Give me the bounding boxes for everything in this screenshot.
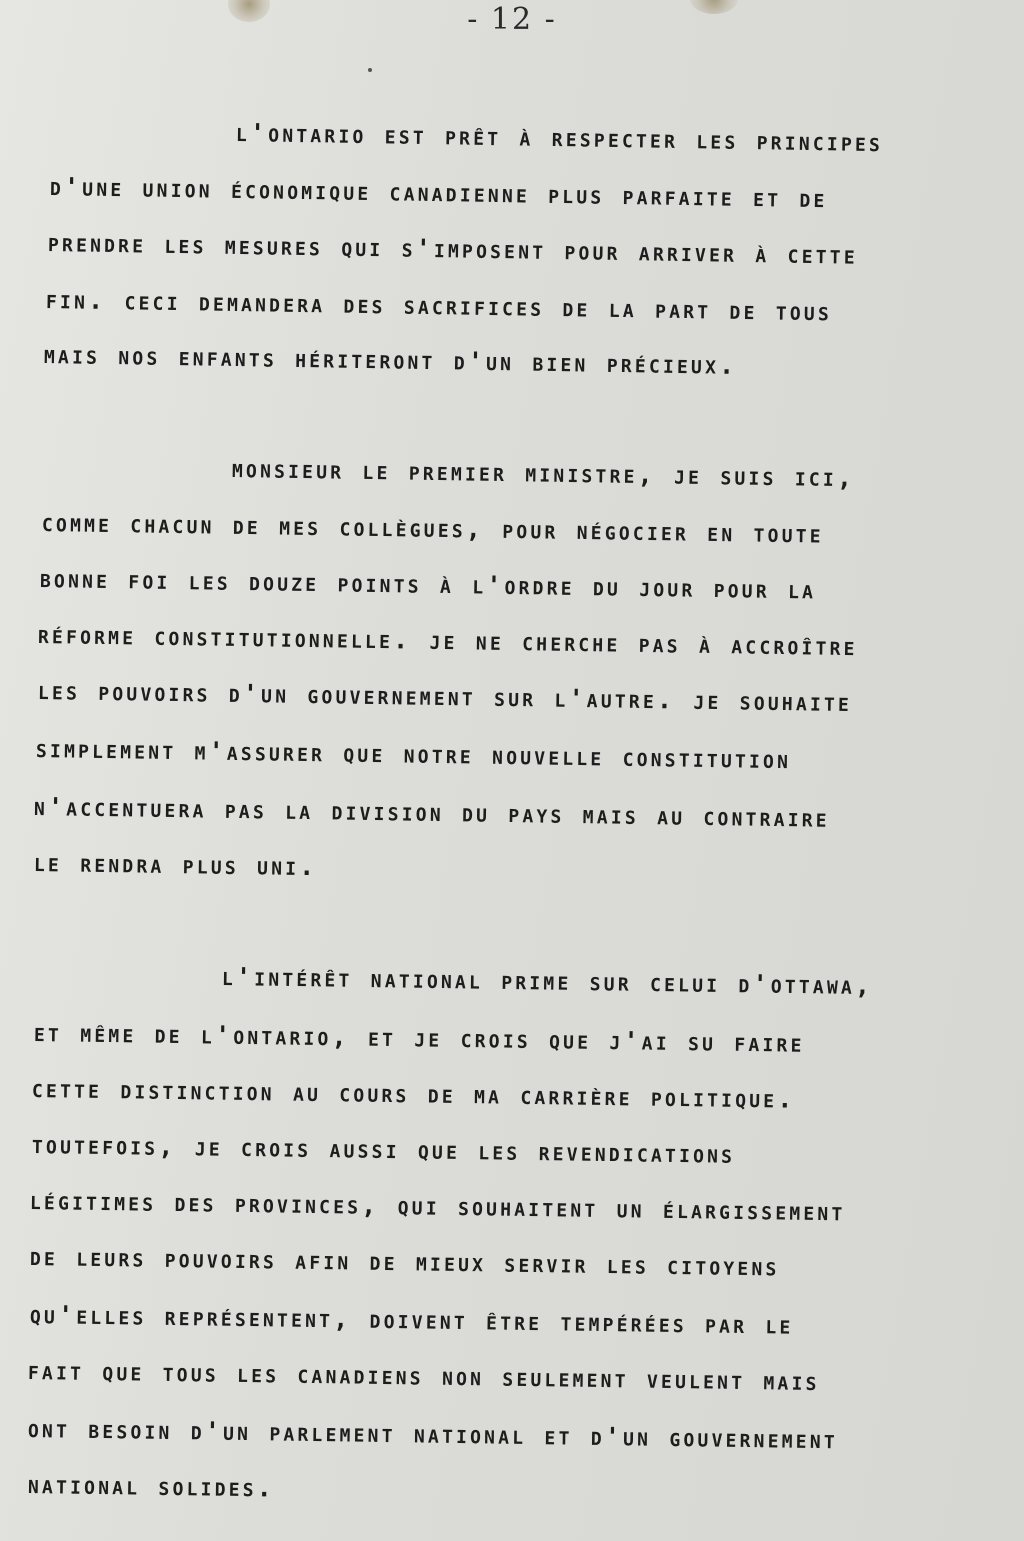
paragraph-line: simplement m'assurer que notre nouvelle constitution <box>35 734 792 775</box>
paragraph-line: réforme constitutionnelle. je ne cherche pas à accroître <box>37 620 858 662</box>
paragraph-line: fait que tous les canadiens non seulement veulent mais <box>27 1356 820 1397</box>
paragraph-line: toutefois, je crois aussi que les revendications <box>31 1130 736 1169</box>
paragraph-line: d'une union économique canadienne plus parfaite et de <box>49 172 828 214</box>
paragraph-line: cette distinction au cours de ma carrière politique. <box>31 1074 796 1114</box>
paragraph-line: légitimes des provinces, qui souhaitent un élargissement <box>29 1186 846 1227</box>
paragraph-line: comme chacun de mes collègues, pour négocier en toute <box>41 508 825 549</box>
paragraph-line: fin. ceci demandera des sacrifices de la part de tous <box>45 285 833 327</box>
paragraph-line: prendre les mesures qui s'imposent pour arriver à cette <box>47 228 859 270</box>
paragraph-line: qu'elles représentent, doivent être tempérées par le <box>29 1300 794 1340</box>
paragraph-line: l'intérêt national prime sur celui d'ottawa, <box>221 962 874 1001</box>
page-number: - 12 - <box>467 2 557 37</box>
paragraph-line: monsieur le premier ministre, je suis ici, <box>231 454 856 493</box>
paragraph-line: le rendra plus uni. <box>33 848 318 882</box>
paragraph-line: mais nos enfants hériteront d'un bien précieux. <box>43 340 738 380</box>
paragraph-line: bonne foi les douze points à l'ordre du jour pour la <box>39 564 817 605</box>
paragraph-line: l'ontario est prêt à respecter les principes <box>235 118 884 158</box>
paragraph-line: n'accentuera pas la division du pays mais au contraire <box>33 792 831 833</box>
paragraph-line: les pouvoirs d'un gouvernement sur l'autre. je souhaite <box>37 676 853 718</box>
paragraph-line: national solides. <box>27 1470 276 1503</box>
paragraph-line: et même de l'ontario, et je crois que j'ai su faire <box>33 1018 805 1058</box>
paragraph-line: ont besoin d'un parlement national et d'un gouvernement <box>27 1414 839 1455</box>
ink-dot <box>368 68 372 72</box>
paragraph-line: de leurs pouvoirs afin de mieux servir les citoyens <box>29 1242 780 1282</box>
